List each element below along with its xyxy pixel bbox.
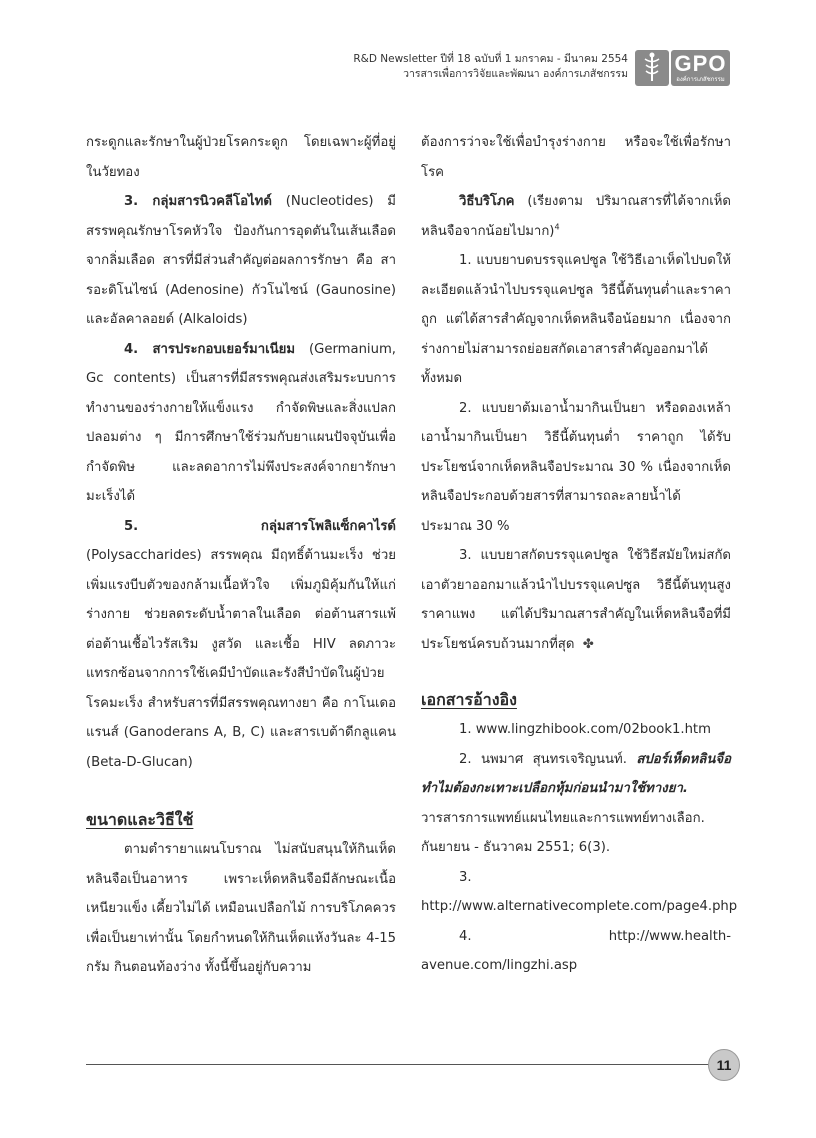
item-polysaccharides-heading: 5. กลุ่มสารโพลิแซ็กคาไรด์ <box>124 518 396 534</box>
page-number: 11 <box>708 1049 740 1081</box>
method-2: 2. แบบยาต้มเอาน้ำมากินเป็นยา หรือดองเหล้าเอาน้ำมากินเป็นยา วิธีนี้ต้นทุนต่ำ ราคาถูก ได้รับประโยชน์จากเห็ดหลินจือประมาณ 30 % เนื่องจากเห็ดหลินจือประกอบด้วยสารที่สามารถละลายน้ำได้ประมาณ 30 % <box>421 400 731 534</box>
consumption-method-heading: วิธีบริโภค <box>459 194 515 209</box>
item-polysaccharides-text: (Polysaccharides) สรรพคุณ มีฤทธิ์ต้านมะเร็ง ช่วยเพิ่มแรงบีบตัวของกล้ามเนื้อหัวใจ เพิ่มภูมิคุ้มกันให้แก่ร่างกาย ช่วยลดระดับน้ำตาลในเลือด ต่อต้านสารแพ้ ต่อต้านเชื้อไวรัสเริม งูสวัด และเชื้อ HIV ลดภาวะแทรกซ้อนจากการใช้เคมีบำบัดและรังสีบำบัดในผู้ป่วยโรคมะเร็ง สำหรับสารที่มีสรรพคุณทางยา คือ กาโนเดอแรนส์ (Ganoderans A, B, C) และสารเบต้าดีกลูแคน (Beta-D-Glucan) <box>86 548 396 770</box>
dosage-paragraph: ตามตำรายาแผนโบราณ ไม่สนับสนุนให้กินเห็ดหลินจือเป็นอาหาร เพราะเห็ดหลินจือมีลักษณะเนื้อเหนียวแข็ง เคี้ยวไม่ได้ เหมือนเปลือกไม้ การบริโภคควรเพื่อเป็นยาเท่านั้น โดยกำหนดให้กินเห็ดแห้งวันละ 4-15 กรัม กินตอนท้องว่าง ทั้งนี้ขึ้นอยู่กับความ <box>86 842 396 975</box>
method-3-text: 3. แบบยาสกัดบรรจุแคปซูล ใช้วิธีสมัยใหม่สกัดเอาตัวยาออกมาแล้วนำไปบรรจุแคปซูล วิธีนี้ต้นทุนสูงราคาแพง แต่ได้ปริมาณสารสำคัญในเห็ดหลินจือที่มีประโยชน์ครบถ้วนมากที่สุด <box>421 548 731 652</box>
right-column <box>421 128 738 981</box>
reference-2-source: วารสารการแพทย์แผนไทยและการแพทย์ทางเลือก. กันยายน - ธันวาคม 2551; 6(3). <box>421 810 705 855</box>
newsletter-issue: R&D Newsletter ปีที่ 18 ฉบับที่ 1 มกราคม - มีนาคม 2554 <box>353 53 628 65</box>
reference-2 <box>421 745 731 863</box>
gpo-logo-text: GPO <box>674 51 727 76</box>
item-nucleotides <box>86 187 396 335</box>
reference-3: 3. http://www.alternativecomplete.com/page4.php <box>421 869 738 914</box>
item-germanium-heading: 4. สารประกอบเยอร์มาเนียม <box>124 341 296 357</box>
footer-rule <box>86 1064 712 1065</box>
left-column <box>86 128 396 983</box>
item-germanium-text: (Germanium, Gc contents) เป็นสารที่มีสรรพคุณส่งเสริมระบบการทำงานของร่างกายให้แข็งแรง กำจัดพิษและสิ่งแปลกปลอมต่าง ๆ มีการศึกษาใช้ร่วมกับยาแผนปัจจุบันเพื่อกำจัดพิษ และลดอาการไม่พึงประสงค์จากยารักษามะเร็งได้ <box>86 341 396 504</box>
reference-2-author: 2. นพมาศ สุนทรเจริญนนท์. <box>459 751 637 767</box>
method-1: 1. แบบยาบดบรรจุแคปซูล ใช้วิธีเอาเห็ดไปบดให้ละเอียดแล้วนำไปบรรจุแคปซูล วิธีนี้ต้นทุนต่ำและราคาถูก แต่ได้สารสำคัญจากเห็ดหลินจือน้อยมาก เนื่องจากร่างกายไม่สามารถย่อยสกัดเอาสารสำคัญออกมาได้ทั้งหมด <box>421 253 731 386</box>
item-nucleotides-heading: 3. กลุ่มสารนิวคลีโอไทด์ <box>124 194 272 209</box>
consumption-method-text: (เรียงตาม ปริมาณสารที่ได้จากเห็ดหลินจือจากน้อยไปมาก) <box>421 194 731 239</box>
method-3 <box>421 541 731 659</box>
reference-1: 1. www.lingzhibook.com/02book1.htm <box>459 722 711 737</box>
reference-4: 4. http://www.health-avenue.com/lingzhi.asp <box>421 928 731 973</box>
section-heading-references: เอกสารอ้างอิง <box>421 690 517 709</box>
paragraph-continued-right: ต้องการว่าจะใช้เพื่อบำรุงร่างกาย หรือจะใช้เพื่อรักษาโรค <box>421 135 731 180</box>
reference-superscript: 4 <box>554 222 560 232</box>
item-nucleotides-text: (Nucleotides) มีสรรพคุณรักษาโรคหัวใจ ป้องกันการอุดตันในเส้นเลือด จากลิ่มเลือด สารที่มีส่วนสำคัญต่อผลการรักษา คือ สารอะดิโนไซน์ (Adenosine) กัวโนไซน์ (Gaunosine) และอัลคาลอยด์ (Alkaloids) <box>86 194 396 327</box>
end-mark-icon: ✤ <box>582 636 594 652</box>
paragraph-continued: กระดูกและรักษาในผู้ป่วยโรคกระดูก โดยเฉพาะผู้ที่อยู่ในวัยทอง <box>86 135 396 180</box>
consumption-method <box>421 187 731 246</box>
gpo-logo <box>635 50 730 86</box>
journal-name: วารสารเพื่อการวิจัยและพัฒนา องค์การเภสัชกรรม <box>403 68 628 80</box>
gpo-logo-subtext: องค์การเภสัชกรรม <box>676 76 725 83</box>
section-heading-dosage: ขนาดและวิธีใช้ <box>86 810 194 829</box>
item-germanium <box>86 335 396 512</box>
page-header <box>353 52 628 82</box>
gpo-logo-box <box>671 50 730 86</box>
gpo-emblem-icon <box>635 50 669 86</box>
reference-2-title: สปอร์เห็ดหลินจือ ทำไมต้องกะเทาะเปลือกหุ้มก่อนนำมาใช้ทางยา. <box>421 751 731 796</box>
item-polysaccharides <box>86 512 396 778</box>
